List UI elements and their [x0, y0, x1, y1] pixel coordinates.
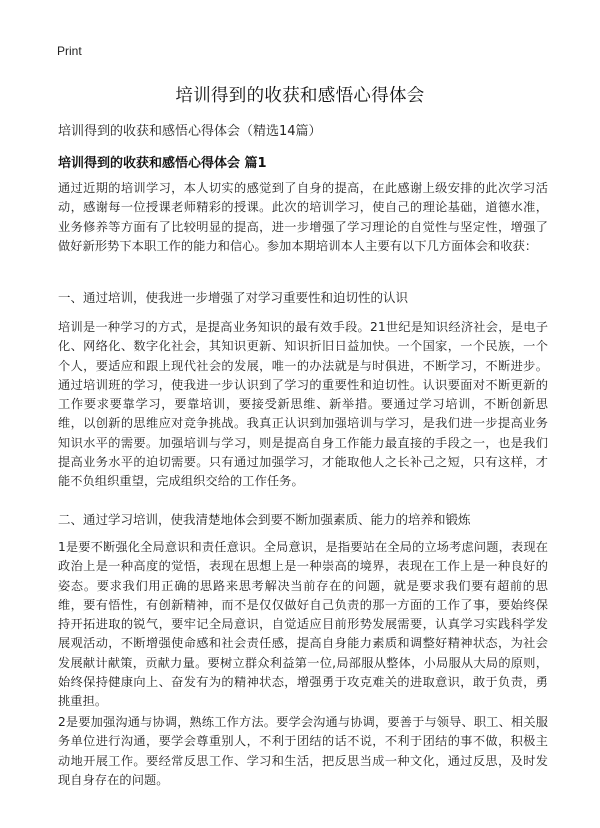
section-heading-2: 二、通过学习培训，使我清楚地体会到要不断加强素质、能力的培养和锻炼	[58, 512, 471, 527]
section-heading-1: 一、通过培训，使我进一步增强了对学习重要性和迫切性的认识	[58, 290, 409, 305]
body-paragraph-3: 2是要加强沟通与协调，熟练工作方法。要学会沟通与协调，要善于与领导、职工、相关服务单位进行沟通，要学会尊重别人，不利于团结的话不说，不利于团结的事不做，积极主动地开展工作。要经常反思工作、学习和生活，把反思当成一种文化，通过反思，及时发现自身存在的问题。	[58, 715, 548, 787]
article-heading: 培训得到的收获和感悟心得体会 篇1	[58, 156, 267, 171]
document-title: 培训得到的收获和感悟心得体会	[175, 86, 425, 106]
body-paragraph-1: 培训是一种学习的方式，是提高业务知识的最有效手段。21世纪是知识经济社会，是电子化、网络化、数字化社会，其知识更新、知识折旧日益加快。一个国家，一个民族，一个个人，要适应和跟上现代社会的发展，唯一的办法就是与时俱进，不断学习，不断进步。通过培训班的学习，使我进一步认识到了学习的重要性和迫切性。认识要面对不断更新的工作要求要靠学习，要靠培训，要接受新思维、新举措。要通过学习培训，不断创新思维，以创新的思维应对竞争挑战。我真正认识到加强培训与学习，是我们进一步提高业务知识水平的需要。加强培训与学习，则是提高自身工作能力最直接的手段之一，也是我们提高业务水平的迫切需要。只有通过加强学习，才能取他人之长补己之短，只有这样，才能不负组织重望，完成组织交给的工作任务。	[58, 320, 548, 489]
print-link[interactable]: Print	[57, 44, 82, 58]
document-subtitle: 培训得到的收获和感悟心得体会（精选14篇）	[58, 124, 322, 139]
intro-paragraph: 通过近期的培训学习，本人切实的感觉到了自身的提高，在此感谢上级安排的此次学习活动，感谢每一位授课老师精彩的授课。此次的培训学习，使自己的理论基础，道德水准，业务修养等方面有了比较明显的提高，进一步增强了学习理论的自觉性与坚定性，增强了做好新形势下本职工作的能力和信心。参加本期培训本人主要有以下几方面体会和收获：	[58, 181, 548, 253]
body-paragraph-2: 1是要不断强化全局意识和责任意识。全局意识，是指要站在全局的立场考虑问题，表现在政治上是一种高度的觉悟，表现在思想上是一种崇高的境界，表现在工作上是一种良好的姿态。要求我们用正确的思路来思考解决当前存在的问题，就是要求我们要有超前的思维，要有悟性，有创新精神，而不是仅仅做好自己负责的那一方面的工作了事，要始终保持开拓进取的锐气，要牢记全局意识，自觉适应目前形势发展需要，认真学习实践科学发展观活动，不断增强使命感和社会责任感，提高自身能力素质和调整好精神状态，为社会发展献计献策，贡献力量。要树立群众利益第一位,局部服从整体，小局服从大局的原则，始终保持健康向上、奋发有为的精神状态，增强勇于攻克难关的进取意识，敢于负责，勇挑重担。	[58, 540, 548, 709]
